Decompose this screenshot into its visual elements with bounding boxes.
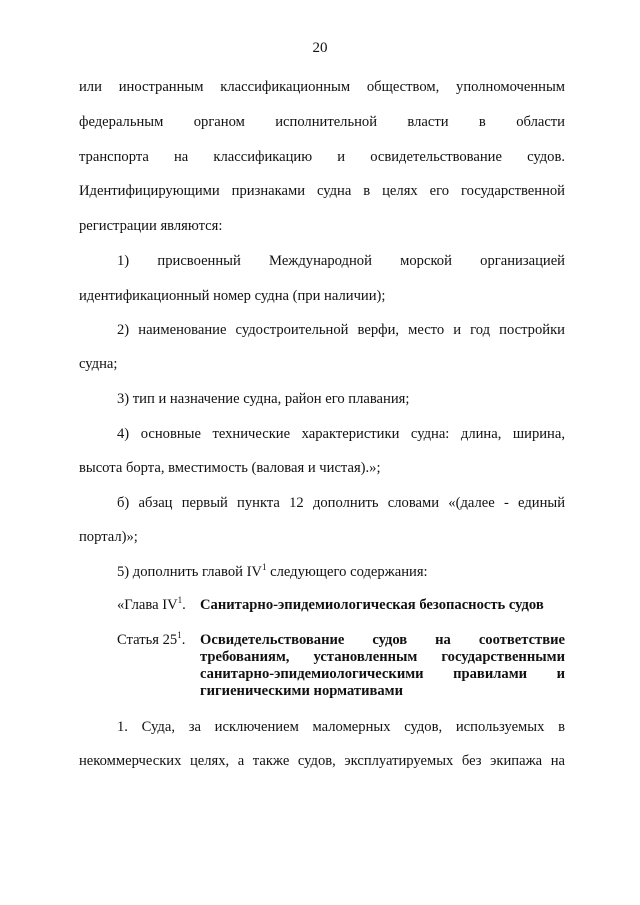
article-title-line: санитарно-эпидемиологическими правилами и [200,666,565,682]
article-title-line: Освидетельствование судов на соответствие [200,632,565,648]
text-line: 2) наименование судостроительной верфи, место и год постройки [117,322,565,338]
text-line: б) абзац первый пункта 12 дополнить словами «(далее - единый [117,495,565,511]
text-line: портал)»; [79,529,138,545]
text-line: 1) присвоенный Международной морской организацией [117,253,565,269]
text-line: 4) основные технические характеристики судна: длина, ширина, [117,426,565,442]
text-line: 3) тип и назначение судна, район его плавания; [117,391,410,407]
text-line: некоммерческих целях, а также судов, эксплуатируемых без экипажа на [79,753,565,769]
chapter-label: «Глава $IV^1$. [117,595,186,613]
text-line-chapter-intro: 5) дополнить главой $IV^1$ следующего содержания: [117,562,428,580]
text-line: транспорта на классификацию и освидетельствование судов. [79,149,565,165]
article-title-line: требованиям, установленным государственными [200,649,565,665]
text-line: или иностранным классификационным обществом, уполномоченным [79,79,565,95]
text-line: идентификационный номер судна (при наличии); [79,288,386,304]
text-line: регистрации являются: [79,218,223,234]
text-line: федеральным органом исполнительной власти в области [79,114,565,130]
article-label: Статья $25^1$. [117,630,186,648]
text-line: 1. Суда, за исключением маломерных судов, используемых в [117,719,565,735]
article-title-line: гигиеническими нормативами [200,683,404,699]
text-line: Идентифицирующими признаками судна в целях его государственной [79,183,565,199]
text-line: судна; [79,356,118,372]
page-number: 20 [312,40,328,56]
text-line: высота борта, вместимость (валовая и чистая).»; [79,460,381,476]
chapter-title: Санитарно-эпидемиологическая безопасность судов [200,597,544,613]
